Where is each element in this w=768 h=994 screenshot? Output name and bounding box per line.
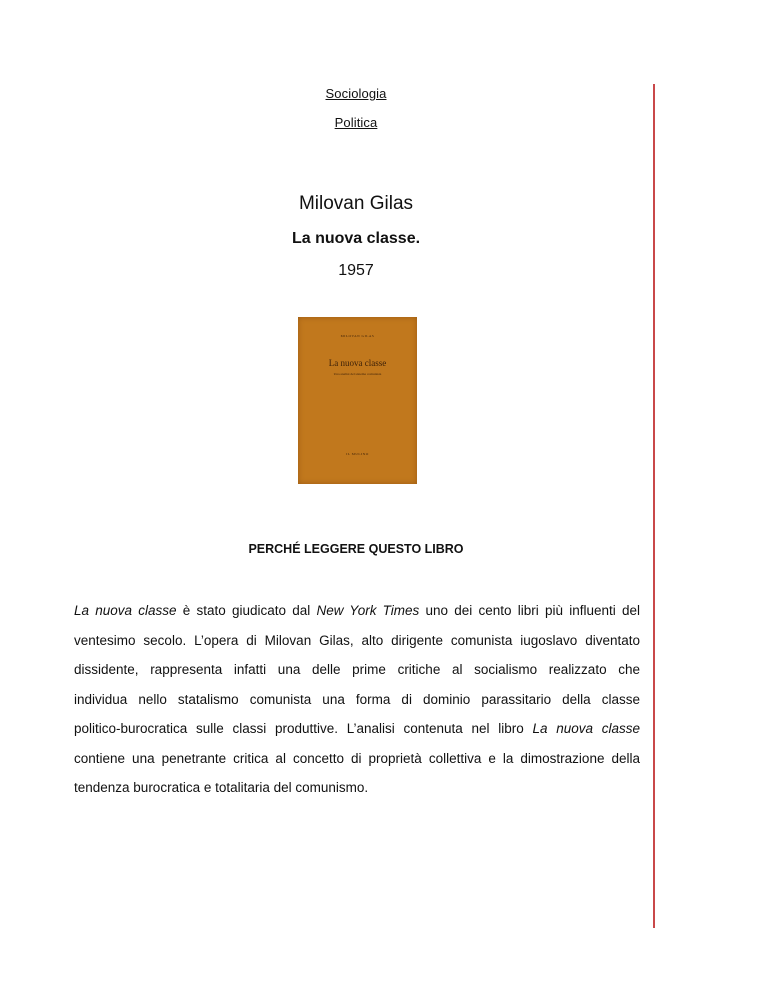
- paragraph-line: dissidente, rappresenta infatti una delle prime critiche al socialismo realizzato che: [74, 662, 640, 677]
- italic-book-title: La nuova classe: [532, 721, 640, 736]
- cover-author: MILOVAN GILAS: [340, 334, 375, 338]
- text-run: uno dei cento libri più influenti del: [419, 603, 640, 618]
- text-run: politico-burocratica sulle classi produttive. L’analisi contenuta nel libro: [74, 721, 533, 736]
- text-run: è stato giudicato dal: [176, 603, 317, 618]
- cover-subtitle: Una analisi del sistema comunista: [333, 372, 382, 376]
- body-paragraph: [74, 596, 640, 803]
- book-year: 1957: [338, 262, 374, 279]
- cover-publisher: IL MULINO: [346, 452, 369, 456]
- paragraph-line: [74, 714, 640, 744]
- paragraph-line: [74, 596, 640, 626]
- paragraph-line: individua nello statalismo comunista una forma di dominio parassitario della classe: [74, 691, 640, 707]
- paragraph-line: ventesimo secolo. L’opera di Milovan Gilas, alto dirigente comunista iugoslavo diventato: [74, 632, 640, 648]
- section-heading: PERCHÉ LEGGERE QUESTO LIBRO: [248, 542, 464, 556]
- book-title: La nuova classe.: [291, 230, 421, 247]
- cover-title: La nuova classe: [328, 358, 387, 368]
- italic-newspaper-name: New York Times: [316, 603, 420, 618]
- category-link-politica[interactable]: Politica: [334, 115, 378, 130]
- book-author: Milovan Gilas: [298, 193, 414, 214]
- paragraph-line: tendenza burocratica e totalitaria del comunismo.: [74, 780, 369, 795]
- italic-book-title: La nuova classe: [74, 603, 177, 618]
- category-link-sociologia[interactable]: Sociologia: [325, 86, 387, 101]
- paragraph-line: contiene una penetrante critica al concetto di proprietà collettiva e la dimostrazione della: [74, 750, 640, 766]
- book-cover-image: [298, 317, 417, 484]
